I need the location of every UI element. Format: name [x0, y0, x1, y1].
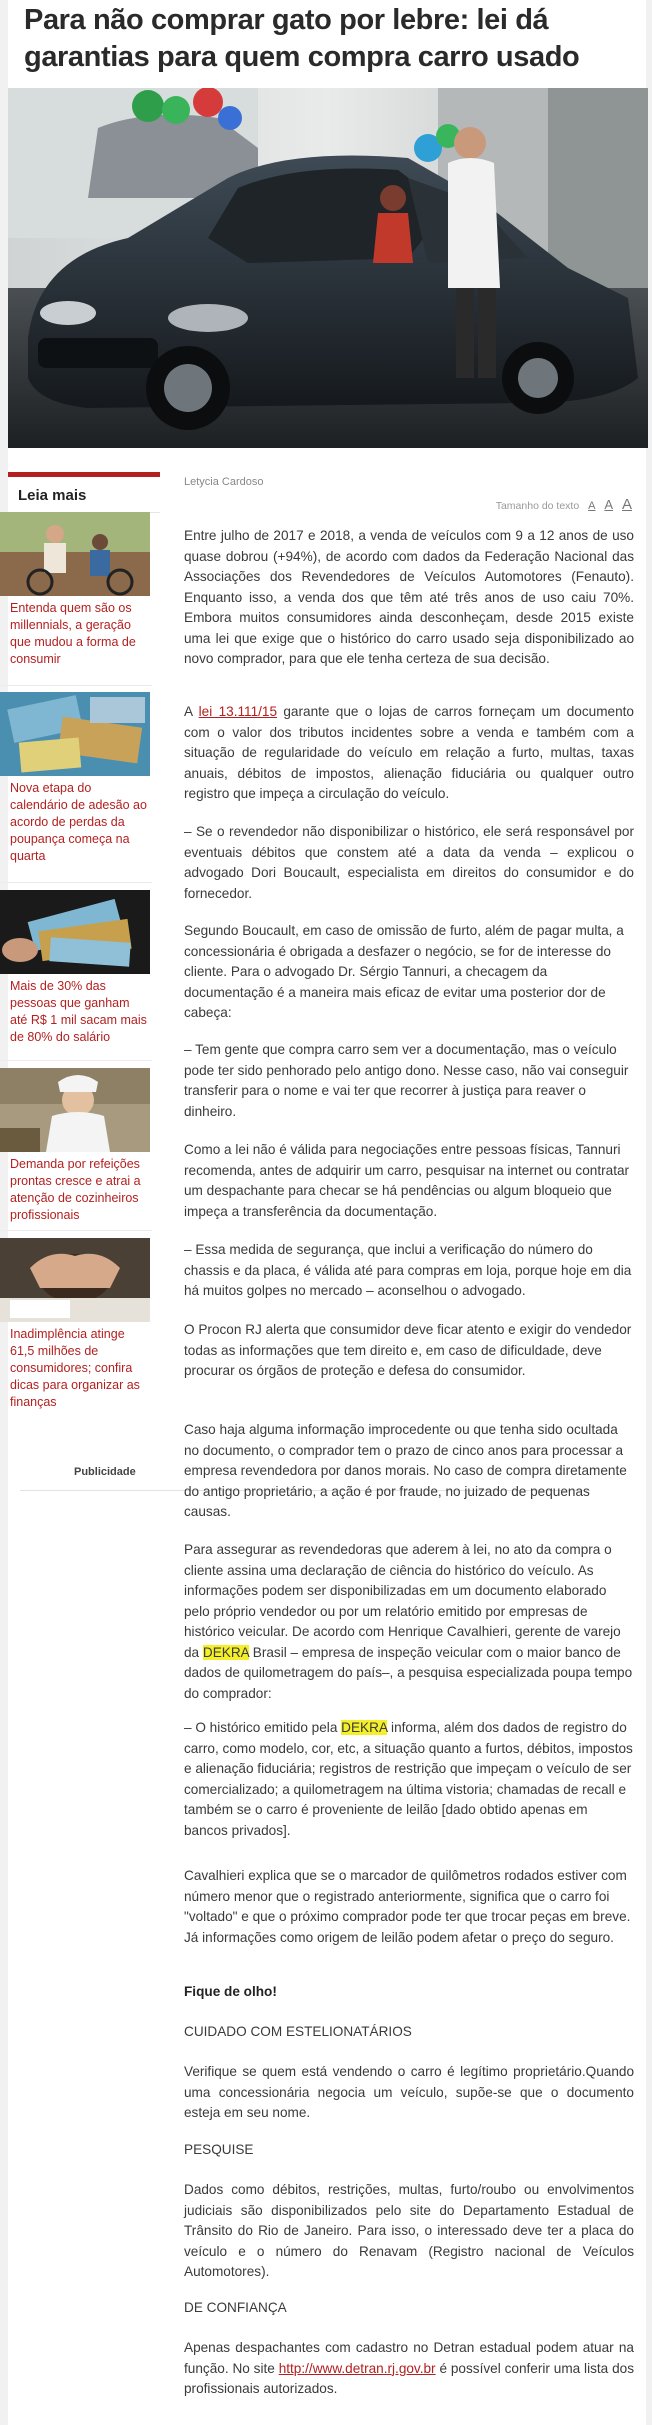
sidebar-read-more [8, 472, 160, 513]
highlighted-term: DEKRA [341, 1720, 388, 1735]
detran-link[interactable]: http://www.detran.rj.gov.br [278, 2360, 436, 2376]
section-heading: DE CONFIANÇA [184, 2300, 287, 2315]
text-fragment: Brasil – empresa de inspeção veicular com o maior banco de dados de quilometragem do país–, a pesquisa especializada poupa tempo do comprador: [184, 1644, 633, 1701]
hero-image [8, 88, 648, 448]
font-size-control [496, 496, 632, 513]
sidebar-thumbnail[interactable] [0, 1238, 150, 1322]
article-paragraph: Segundo Boucault, em caso de omissão de furto, além de pagar multa, a concessionária é obrigada a desfazer o negócio, se for de interesse do cliente. Para o advogado Dr. Sérgio Tannuri, a checagem da documentação é a maneira mais eficaz de evitar uma posterior dor de cabeça: [184, 923, 624, 1020]
article-paragraph: – Tem gente que compra carro sem ver a documentação, mas o veículo pode ter sido penhorado pelo antigo dono. Nesse caso, não vai conseguir transferir para o nome e vai ter que recorrer à justiça para reaver o dinheiro. [184, 1042, 629, 1119]
article-paragraph: Caso haja alguma informação improcedente ou que tenha sido ocultada no documento, o comprador tem o prazo de cinco anos para processar a empresa revendedora por danos morais. No caso de compra diretamente do antigo proprietário, a ação é por fraude, no juizado de pequenas causas. [184, 1422, 627, 1519]
font-size-small-button[interactable]: A [588, 500, 596, 512]
sidebar-thumbnail[interactable] [0, 890, 150, 974]
text-fragment: – O histórico emitido pela [184, 1720, 342, 1735]
article-paragraph: – Essa medida de segurança, que inclui a verificação do número do chassis e da placa, é válida até para compras em loja, porque hoje em dia há muitos golpes no mercado – aconselhou o advogado. [184, 1242, 632, 1298]
sidebar-title: Leia mais [8, 477, 160, 513]
article-paragraph: Como a lei não é válida para negociações entre pessoas físicas, Tannuri recomenda, antes de adquirir um carro, pesquisar na internet ou contratar um despachante para checar se há pendências ou algum bloqueio que impeça a transferência da documentação. [184, 1142, 630, 1219]
sidebar-item-label[interactable]: Mais de 30% das pessoas que ganham até R$ 1 mil sacam mais de 80% do salário [10, 979, 147, 1044]
text-fragment: garante que o lojas de carros forneçam um documento com o valor dos tributos incidentes sobre a venda e também com a situação de regularidade do veículo em relação a furto, multas, taxas anuais, débitos de impostos, alienação fiduciária ou qualquer outro registro que impeça a circulação do veículo. [184, 704, 634, 801]
author-name: Letycia Cardoso [184, 476, 264, 488]
sidebar-thumbnail[interactable] [0, 1068, 150, 1152]
sidebar-item-millennials[interactable] [0, 512, 152, 668]
sidebar-item-salario[interactable] [0, 890, 152, 1046]
sidebar-divider [0, 685, 152, 686]
article-paragraph [184, 1540, 634, 1704]
text-fragment: Apenas despachantes com cadastro no Detran estadual podem atuar na função. No site [184, 2340, 634, 2376]
sidebar-item-label[interactable]: Demanda por refeições prontas cresce e atrai a atenção de cozinheiros profissionais [10, 1157, 141, 1222]
sidebar-item-refeicoes[interactable] [0, 1068, 152, 1224]
font-size-label: Tamanho do texto [495, 500, 580, 512]
section-heading: PESQUISE [184, 2142, 254, 2157]
sidebar-item-inadimplencia[interactable] [0, 1238, 152, 1411]
law-link[interactable]: lei 13.111/15 [198, 704, 278, 719]
article-paragraph: Dados como débitos, restrições, multas, furto/roubo ou envolvimentos judiciais são disponibilizados pelo site do Departamento Estadual de Trânsito do Rio de Janeiro. Para isso, o interessado deve ter a placa do veículo e o número do Renavam (Registro nacional de Veículos Automotores). [184, 2182, 634, 2279]
font-size-large-button[interactable]: A [621, 496, 632, 513]
article-paragraph: Verifique se quem está vendendo o carro é legítimo proprietário.Quando uma concessionária negocia um veículo, supõe-se que o documento esteja em seu nome. [184, 2064, 634, 2120]
sidebar-divider [0, 1060, 152, 1061]
highlighted-term: DEKRA [202, 1644, 249, 1660]
sidebar-item-label[interactable]: Nova etapa do calendário de adesão ao acordo de perdas da poupança começa na quarta [10, 781, 147, 863]
article-paragraph: Cavalhieri explica que se o marcador de quilômetros rodados estiver com número menor que o registrado anteriormente, significa que o carro foi "voltado" e que o próximo comprador pode ter que trocar peças em breve. Já informações como origem de leilão podem afetar o preço do seguro. [184, 1868, 631, 1945]
text-fragment: informa, além dos dados de registro do carro, como modelo, cor, etc, a situação quanto a furtos, débitos, impostos e alienação fiduciária; registros de restrição que impeçam o veículo de ser comercializado; a quilometragem na última vistoria; chamadas de recall e também se o carro é proveniente de leilão [dado obtido apenas em bancos privados]. [184, 1720, 633, 1838]
sidebar-thumbnail[interactable] [0, 692, 150, 776]
article-paragraph: Entre julho de 2017 e 2018, a venda de veículos com 9 a 12 anos de uso quase dobrou (+94%), de acordo com dados da Federação Nacional das Associações dos Revendedores de Veículos Automotores (Fenauto). Enquanto isso, a venda dos que têm até três anos de uso caiu 70%. Embora muitos consumidores ainda desconheçam, desde 2015 existe uma lei que exige que o histórico do carro usado seja disponibilizado ao novo comprador, para que ele tenha certeza de sua decisão. [184, 528, 634, 666]
text-fragment: Para assegurar as revendedoras que aderem à lei, no ato da compra o cliente assina uma declaração de ciência do histórico do veículo. As informações podem ser disponibilizadas em um documento elaborado pelo próprio vendedor ou por um relatório emitido por empresas de histórico veicular. De acordo com Henrique Cavalhieri, gerente de varejo da [184, 1542, 621, 1660]
article-paragraph: – Se o revendedor não disponibilizar o histórico, ele será responsável por eventuais débitos que constem até a data da venda – explicou o advogado Dori Boucault, especialista em direitos do consumidor e do fornecedor. [184, 824, 634, 901]
text-fragment: A [184, 704, 199, 719]
tip-heading: Fique de olho! [184, 1984, 277, 1999]
sidebar-divider [0, 882, 152, 883]
ad-label: Publicidade [74, 1466, 136, 1478]
sidebar-item-label[interactable]: Entenda quem são os millennials, a geração que mudou a forma de consumir [10, 601, 136, 666]
article-paragraph [184, 1718, 634, 1841]
sidebar-divider [0, 1230, 152, 1231]
article-paragraph [184, 2338, 634, 2400]
text-fragment: é possível conferir uma lista dos profissionais autorizados. [184, 2360, 635, 2396]
sidebar-item-label[interactable]: Inadimplência atinge 61,5 milhões de consumidores; confira dicas para organizar as finanças [10, 1327, 140, 1409]
sidebar-thumbnail[interactable] [0, 512, 150, 596]
article-paragraph: O Procon RJ alerta que consumidor deve ficar atento e exigir do vendedor todas as informações que tem direito e, em caso de dificuldade, deve procurar os órgãos de proteção e defesa do consumidor. [184, 1322, 632, 1378]
section-heading: CUIDADO COM ESTELIONATÁRIOS [184, 2024, 412, 2039]
article-title: Para não comprar gato por lebre: lei dá garantias para quem compra carro usado [24, 4, 580, 73]
article-paragraph [184, 702, 634, 805]
sidebar-item-poupanca[interactable] [0, 692, 152, 865]
font-size-medium-button[interactable]: A [604, 497, 614, 512]
